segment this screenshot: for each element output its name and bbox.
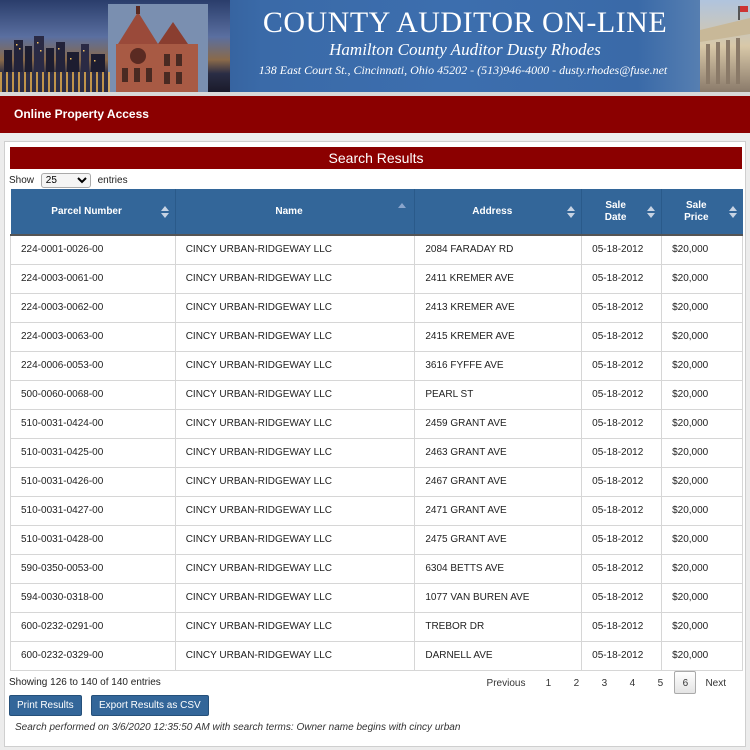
results-panel bbox=[4, 141, 746, 747]
cell-name: CINCY URBAN-RIDGEWAY LLC bbox=[175, 235, 415, 264]
cell-sale-date: 05-18-2012 bbox=[582, 264, 662, 293]
cell-parcel-number[interactable]: 510-0031-0427-00 bbox=[11, 496, 176, 525]
cell-parcel-number[interactable]: 590-0350-0053-00 bbox=[11, 554, 176, 583]
length-prefix: Show bbox=[9, 175, 35, 187]
cell-address: 6304 BETTS AVE bbox=[415, 554, 582, 583]
cell-address: 2463 GRANT AVE bbox=[415, 438, 582, 467]
banner-city-photo bbox=[0, 0, 230, 92]
export-csv-button[interactable]: Export Results as CSV bbox=[91, 695, 209, 716]
pagination-page[interactable]: 1 bbox=[545, 678, 552, 689]
pagination-page-current[interactable]: 6 bbox=[674, 671, 696, 694]
cell-name: CINCY URBAN-RIDGEWAY LLC bbox=[175, 612, 415, 641]
cell-sale-price: $20,000 bbox=[662, 554, 743, 583]
river-reflection bbox=[0, 72, 110, 92]
col-header-name[interactable]: Name bbox=[175, 189, 415, 235]
cell-parcel-number[interactable]: 500-0060-0068-00 bbox=[11, 380, 176, 409]
cell-parcel-number[interactable]: 224-0006-0053-00 bbox=[11, 351, 176, 380]
cell-address: PEARL ST bbox=[415, 380, 582, 409]
col-header-parcel-number[interactable]: Parcel Number bbox=[11, 189, 176, 235]
cell-sale-price: $20,000 bbox=[662, 322, 743, 351]
cell-sale-price: $20,000 bbox=[662, 438, 743, 467]
table-row[interactable] bbox=[11, 641, 743, 670]
cell-sale-date: 05-18-2012 bbox=[582, 235, 662, 264]
sort-both-icon bbox=[161, 206, 169, 218]
cell-parcel-number[interactable]: 510-0031-0425-00 bbox=[11, 438, 176, 467]
cell-sale-price: $20,000 bbox=[662, 525, 743, 554]
cell-sale-date: 05-18-2012 bbox=[582, 438, 662, 467]
col-header-address[interactable]: Address bbox=[415, 189, 582, 235]
cell-address: 2467 GRANT AVE bbox=[415, 467, 582, 496]
site-banner bbox=[0, 0, 750, 92]
cell-address: 2459 GRANT AVE bbox=[415, 409, 582, 438]
table-row[interactable] bbox=[11, 409, 743, 438]
cell-name: CINCY URBAN-RIDGEWAY LLC bbox=[175, 554, 415, 583]
cell-sale-price: $20,000 bbox=[662, 351, 743, 380]
search-results-header: Search Results bbox=[10, 147, 742, 169]
cell-sale-date: 05-18-2012 bbox=[582, 380, 662, 409]
table-row[interactable] bbox=[11, 438, 743, 467]
cell-sale-price: $20,000 bbox=[662, 380, 743, 409]
skyline-image bbox=[0, 34, 110, 74]
table-row[interactable] bbox=[11, 293, 743, 322]
cell-name: CINCY URBAN-RIDGEWAY LLC bbox=[175, 264, 415, 293]
cell-sale-date: 05-18-2012 bbox=[582, 496, 662, 525]
cell-parcel-number[interactable]: 224-0003-0063-00 bbox=[11, 322, 176, 351]
cell-sale-price: $20,000 bbox=[662, 583, 743, 612]
cell-name: CINCY URBAN-RIDGEWAY LLC bbox=[175, 438, 415, 467]
entries-length-control bbox=[9, 173, 128, 188]
cell-address: 2413 KREMER AVE bbox=[415, 293, 582, 322]
courthouse-photo bbox=[700, 0, 750, 92]
length-suffix: entries bbox=[97, 175, 128, 187]
table-row[interactable] bbox=[11, 264, 743, 293]
cell-parcel-number[interactable]: 600-0232-0329-00 bbox=[11, 641, 176, 670]
pagination bbox=[478, 671, 735, 694]
col-header-sale-price[interactable]: Sale Price bbox=[662, 189, 743, 235]
banner-subtitle: Hamilton County Auditor Dusty Rhodes bbox=[329, 40, 601, 59]
table-row[interactable] bbox=[11, 380, 743, 409]
results-table-body bbox=[11, 235, 743, 670]
pagination-previous[interactable]: Previous bbox=[486, 678, 526, 689]
cell-sale-price: $20,000 bbox=[662, 264, 743, 293]
cell-sale-date: 05-18-2012 bbox=[582, 467, 662, 496]
search-note: Search performed on 3/6/2020 12:35:50 AM with search terms: Owner name begins with cincy urban bbox=[15, 722, 461, 733]
sort-both-icon bbox=[729, 206, 737, 218]
cell-name: CINCY URBAN-RIDGEWAY LLC bbox=[175, 409, 415, 438]
cell-sale-date: 05-18-2012 bbox=[582, 322, 662, 351]
cell-sale-price: $20,000 bbox=[662, 235, 743, 264]
cell-name: CINCY URBAN-RIDGEWAY LLC bbox=[175, 641, 415, 670]
cell-parcel-number[interactable]: 510-0031-0424-00 bbox=[11, 409, 176, 438]
pagination-page[interactable]: 5 bbox=[657, 678, 664, 689]
table-header-row bbox=[11, 189, 743, 235]
cell-parcel-number[interactable]: 510-0031-0426-00 bbox=[11, 467, 176, 496]
pagination-page[interactable]: 3 bbox=[601, 678, 608, 689]
cell-name: CINCY URBAN-RIDGEWAY LLC bbox=[175, 322, 415, 351]
cell-address: 2411 KREMER AVE bbox=[415, 264, 582, 293]
table-row[interactable] bbox=[11, 554, 743, 583]
cell-sale-price: $20,000 bbox=[662, 409, 743, 438]
cell-sale-date: 05-18-2012 bbox=[582, 612, 662, 641]
cell-parcel-number[interactable]: 224-0001-0026-00 bbox=[11, 235, 176, 264]
table-row[interactable] bbox=[11, 467, 743, 496]
entries-info: Showing 126 to 140 of 140 entries bbox=[9, 677, 161, 688]
sort-ascending-icon bbox=[398, 203, 406, 215]
cell-sale-date: 05-18-2012 bbox=[582, 293, 662, 322]
cell-sale-price: $20,000 bbox=[662, 612, 743, 641]
cell-name: CINCY URBAN-RIDGEWAY LLC bbox=[175, 351, 415, 380]
cell-address: 3616 FYFFE AVE bbox=[415, 351, 582, 380]
cell-parcel-number[interactable]: 224-0003-0061-00 bbox=[11, 264, 176, 293]
cell-parcel-number[interactable]: 600-0232-0291-00 bbox=[11, 612, 176, 641]
cell-parcel-number[interactable]: 510-0031-0428-00 bbox=[11, 525, 176, 554]
sort-both-icon bbox=[567, 206, 575, 218]
cell-sale-price: $20,000 bbox=[662, 293, 743, 322]
pagination-page[interactable]: 2 bbox=[573, 678, 580, 689]
cell-address: 1077 VAN BUREN AVE bbox=[415, 583, 582, 612]
cell-name: CINCY URBAN-RIDGEWAY LLC bbox=[175, 583, 415, 612]
cell-sale-date: 05-18-2012 bbox=[582, 554, 662, 583]
cell-sale-price: $20,000 bbox=[662, 467, 743, 496]
cell-sale-price: $20,000 bbox=[662, 496, 743, 525]
entries-per-page-select[interactable] bbox=[41, 173, 91, 188]
cell-name: CINCY URBAN-RIDGEWAY LLC bbox=[175, 496, 415, 525]
pagination-next[interactable]: Next bbox=[705, 678, 726, 689]
sort-both-icon bbox=[647, 206, 655, 218]
table-row[interactable] bbox=[11, 525, 743, 554]
cell-address: TREBOR DR bbox=[415, 612, 582, 641]
cell-name: CINCY URBAN-RIDGEWAY LLC bbox=[175, 525, 415, 554]
table-row[interactable] bbox=[11, 322, 743, 351]
print-results-button[interactable]: Print Results bbox=[9, 695, 82, 716]
banner-title: COUNTY AUDITOR ON-LINE bbox=[262, 6, 668, 39]
cell-sale-price: $20,000 bbox=[662, 641, 743, 670]
online-property-access-link[interactable]: Online Property Access bbox=[14, 107, 149, 121]
cell-sale-date: 05-18-2012 bbox=[582, 351, 662, 380]
cell-address: DARNELL AVE bbox=[415, 641, 582, 670]
cell-sale-date: 05-18-2012 bbox=[582, 583, 662, 612]
cell-sale-date: 05-18-2012 bbox=[582, 409, 662, 438]
pagination-page[interactable]: 4 bbox=[629, 678, 636, 689]
cell-sale-date: 05-18-2012 bbox=[582, 641, 662, 670]
table-row[interactable] bbox=[11, 612, 743, 641]
cell-address: 2084 FARADAY RD bbox=[415, 235, 582, 264]
cell-parcel-number[interactable]: 594-0030-0318-00 bbox=[11, 583, 176, 612]
cell-parcel-number[interactable]: 224-0003-0062-00 bbox=[11, 293, 176, 322]
cell-name: CINCY URBAN-RIDGEWAY LLC bbox=[175, 467, 415, 496]
results-table bbox=[10, 189, 743, 671]
banner-address: 138 East Court St., Cincinnati, Ohio 45202 - (513)946-4000 - dusty.rhodes@fuse.net bbox=[258, 63, 668, 77]
col-header-sale-date[interactable]: Sale Date bbox=[582, 189, 662, 235]
nav-bar bbox=[0, 96, 750, 133]
table-row[interactable] bbox=[11, 583, 743, 612]
cell-address: 2471 GRANT AVE bbox=[415, 496, 582, 525]
cell-sale-date: 05-18-2012 bbox=[582, 525, 662, 554]
cell-address: 2415 KREMER AVE bbox=[415, 322, 582, 351]
cell-address: 2475 GRANT AVE bbox=[415, 525, 582, 554]
cell-name: CINCY URBAN-RIDGEWAY LLC bbox=[175, 293, 415, 322]
music-hall-image bbox=[108, 4, 208, 92]
table-row[interactable] bbox=[11, 235, 743, 264]
table-row[interactable] bbox=[11, 496, 743, 525]
cell-name: CINCY URBAN-RIDGEWAY LLC bbox=[175, 380, 415, 409]
table-row[interactable] bbox=[11, 351, 743, 380]
